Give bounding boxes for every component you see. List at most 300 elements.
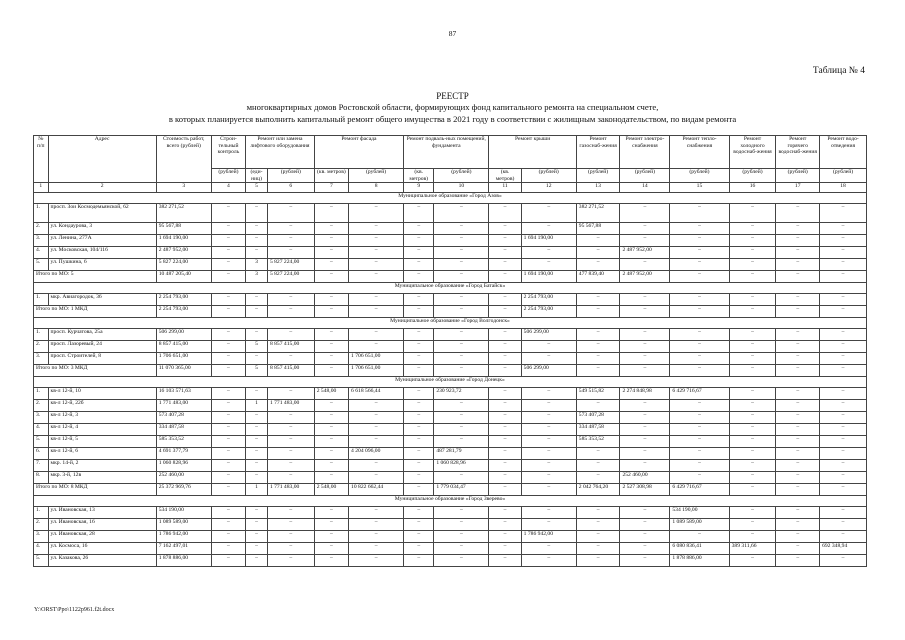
value-cell: –	[267, 472, 314, 484]
value-cell: –	[314, 400, 348, 412]
value-cell: –	[729, 424, 776, 436]
value-cell: 95 567,88	[156, 223, 211, 235]
table-row	[34, 507, 867, 519]
table-row	[34, 223, 867, 235]
row-number: 4.	[34, 247, 49, 259]
value-cell: –	[820, 472, 867, 484]
address-cell: ул. Кондаурова, 3	[48, 223, 156, 235]
column-number-cell: 15	[670, 183, 729, 193]
unit-cell: (рублей)	[434, 169, 489, 183]
value-cell: –	[521, 247, 576, 259]
value-cell: –	[246, 531, 268, 543]
address-cell: мкр. 3-й, 12в	[48, 472, 156, 484]
value-cell: –	[776, 223, 820, 235]
total-label: Итого по МО: 1 МКД	[34, 306, 157, 318]
value-cell: –	[521, 353, 576, 365]
total-label: Итого по МО: 8 МКД	[34, 484, 157, 496]
total-value-cell: 1 771 483,00	[267, 484, 314, 496]
total-value-cell: –	[489, 271, 521, 283]
value-cell: –	[521, 424, 576, 436]
value-cell: –	[521, 436, 576, 448]
value-cell: –	[489, 412, 521, 424]
value-cell: –	[404, 436, 434, 448]
value-cell: –	[404, 294, 434, 306]
row-number: 3.	[34, 235, 49, 247]
value-cell: –	[211, 507, 245, 519]
total-value-cell: 2 527 308,98	[620, 484, 670, 496]
column-number-cell: 17	[776, 183, 820, 193]
value-cell: –	[776, 329, 820, 341]
value-cell: –	[576, 341, 620, 353]
value-cell: –	[246, 424, 268, 436]
value-cell: 506 299,00	[521, 329, 576, 341]
table-row	[34, 204, 867, 223]
value-cell: –	[211, 555, 245, 567]
row-number: 8.	[34, 472, 49, 484]
value-cell: –	[620, 507, 670, 519]
address-cell: просп. Зои Космодемьянской, 62	[48, 204, 156, 223]
value-cell: –	[489, 259, 521, 271]
value-cell: –	[620, 555, 670, 567]
total-value-cell: 506 299,00	[521, 365, 576, 377]
value-cell: –	[267, 353, 314, 365]
total-value-cell: 1	[246, 484, 268, 496]
header-drain: Ремонт водо-отведения	[820, 136, 867, 169]
address-cell: просп. Курчатова, 25а	[48, 329, 156, 341]
total-value-cell: –	[820, 271, 867, 283]
total-value-cell: –	[729, 306, 776, 318]
value-cell: –	[670, 460, 729, 472]
value-cell: 4 204 096,00	[349, 448, 404, 460]
address-cell: просп. Лазоревый, 24	[48, 341, 156, 353]
value-cell: –	[576, 259, 620, 271]
value-cell: 5 827 224,00	[267, 259, 314, 271]
value-cell: 1 771 483,00	[267, 400, 314, 412]
value-cell: –	[620, 424, 670, 436]
total-value-cell: 2 254 793,00	[521, 306, 576, 318]
value-cell: –	[246, 519, 268, 531]
value-cell: –	[729, 341, 776, 353]
value-cell: –	[776, 543, 820, 555]
value-cell: –	[576, 294, 620, 306]
value-cell: –	[246, 507, 268, 519]
value-cell: –	[820, 235, 867, 247]
value-cell: –	[246, 294, 268, 306]
column-number-cell: 12	[521, 183, 576, 193]
value-cell: –	[820, 412, 867, 424]
address-cell: ул. Космоса, 16	[48, 543, 156, 555]
value-cell: –	[314, 247, 348, 259]
table-row	[34, 341, 867, 353]
document-subtitle-line1: многоквартирных домов Ростовской области, формирующих фонд капитального ремонта на специальном счете,	[246, 102, 659, 112]
total-value-cell: –	[434, 365, 489, 377]
value-cell: –	[404, 400, 434, 412]
value-cell: –	[434, 329, 489, 341]
value-cell: –	[620, 341, 670, 353]
total-value-cell: –	[211, 484, 245, 496]
address-cell: кв-л 12-й, 6	[48, 448, 156, 460]
value-cell: –	[314, 531, 348, 543]
total-value-cell: 5 827 224,00	[267, 271, 314, 283]
value-cell: –	[246, 353, 268, 365]
value-cell: –	[404, 543, 434, 555]
value-cell: –	[620, 448, 670, 460]
row-number: 1.	[34, 507, 49, 519]
value-cell: –	[820, 436, 867, 448]
value-cell: –	[820, 400, 867, 412]
value-cell: 534 190,00	[670, 507, 729, 519]
value-cell: –	[267, 507, 314, 519]
value-cell: –	[489, 448, 521, 460]
value-cell: –	[820, 531, 867, 543]
address-cell: ул. Ивановская, 13	[48, 507, 156, 519]
value-cell: –	[489, 294, 521, 306]
total-value-cell: –	[576, 365, 620, 377]
value-cell: –	[489, 353, 521, 365]
row-number: 2.	[34, 400, 49, 412]
value-cell: –	[349, 531, 404, 543]
table-row	[34, 329, 867, 341]
value-cell: –	[776, 388, 820, 400]
address-cell: ул. Ивановская, 28	[48, 531, 156, 543]
value-cell: –	[404, 341, 434, 353]
value-cell: –	[489, 543, 521, 555]
value-cell: –	[434, 353, 489, 365]
column-number-cell: 8	[349, 183, 404, 193]
value-cell: –	[776, 555, 820, 567]
value-cell: –	[404, 555, 434, 567]
value-cell: –	[776, 460, 820, 472]
total-value-cell: 2 548,00	[314, 484, 348, 496]
header-facade: Ремонт фасада	[314, 136, 403, 169]
value-cell: 2 487 952,00	[156, 247, 211, 259]
total-value-cell: –	[576, 306, 620, 318]
column-number-cell: 1	[34, 183, 49, 193]
value-cell: –	[820, 519, 867, 531]
value-cell: 5 827 224,00	[156, 259, 211, 271]
value-cell: –	[521, 341, 576, 353]
total-value-cell: –	[211, 365, 245, 377]
value-cell: –	[246, 472, 268, 484]
section-header-row	[34, 283, 867, 294]
unit-cell: (рублей)	[729, 169, 776, 183]
total-value-cell: 6 429 716,67	[670, 484, 729, 496]
value-cell: –	[404, 223, 434, 235]
total-value-cell: –	[670, 306, 729, 318]
total-value-cell: 11 070 365,00	[156, 365, 211, 377]
value-cell: 16 103 571,63	[156, 388, 211, 400]
value-cell: –	[729, 555, 776, 567]
row-number: 5.	[34, 259, 49, 271]
total-value-cell: 2 254 793,00	[156, 306, 211, 318]
value-cell: 252 460,00	[156, 472, 211, 484]
value-cell: –	[314, 460, 348, 472]
value-cell: –	[729, 531, 776, 543]
value-cell: –	[620, 531, 670, 543]
value-cell: –	[576, 519, 620, 531]
value-cell: –	[776, 204, 820, 223]
total-value-cell: –	[620, 365, 670, 377]
value-cell: –	[404, 388, 434, 400]
value-cell: –	[576, 555, 620, 567]
unit-cell: (рублей)	[820, 169, 867, 183]
value-cell: –	[434, 294, 489, 306]
table-row	[34, 531, 867, 543]
table-row	[34, 448, 867, 460]
value-cell: 1 706 651,00	[156, 353, 211, 365]
registry-table	[33, 135, 867, 567]
total-value-cell: –	[404, 306, 434, 318]
value-cell: –	[246, 204, 268, 223]
value-cell: 2 548,00	[314, 388, 348, 400]
total-value-cell: 3	[246, 271, 268, 283]
value-cell: –	[820, 204, 867, 223]
value-cell: –	[349, 436, 404, 448]
total-value-cell: –	[349, 271, 404, 283]
value-cell: –	[729, 448, 776, 460]
total-value-cell: 5	[246, 365, 268, 377]
total-value-cell: 477 839,40	[576, 271, 620, 283]
section-title: Муниципальное образование «Город Азов»	[34, 193, 867, 204]
value-cell: –	[314, 204, 348, 223]
value-cell: –	[576, 448, 620, 460]
value-cell: 2 274 848,98	[620, 388, 670, 400]
value-cell: 1 771 483,00	[156, 400, 211, 412]
value-cell: –	[434, 472, 489, 484]
value-cell: –	[576, 400, 620, 412]
section-header-row	[34, 496, 867, 507]
value-cell: –	[820, 341, 867, 353]
total-value-cell: 8 857 415,00	[267, 365, 314, 377]
value-cell: –	[489, 460, 521, 472]
value-cell: –	[349, 400, 404, 412]
total-value-cell: –	[729, 365, 776, 377]
value-cell: –	[820, 424, 867, 436]
value-cell: –	[776, 400, 820, 412]
value-cell: –	[521, 519, 576, 531]
value-cell: –	[349, 555, 404, 567]
address-cell: кв-л 12-й, 22б	[48, 400, 156, 412]
value-cell: –	[729, 223, 776, 235]
value-cell: –	[211, 235, 245, 247]
value-cell: –	[576, 353, 620, 365]
total-value-cell: –	[620, 306, 670, 318]
value-cell: –	[670, 448, 729, 460]
value-cell: –	[349, 412, 404, 424]
value-cell: 382 271,52	[156, 204, 211, 223]
value-cell: –	[434, 507, 489, 519]
total-value-cell: –	[349, 306, 404, 318]
total-value-cell: –	[404, 365, 434, 377]
value-cell: 2 254 793,00	[521, 294, 576, 306]
value-cell: –	[267, 436, 314, 448]
value-cell: 230 923,72	[434, 388, 489, 400]
value-cell: –	[521, 223, 576, 235]
value-cell: –	[670, 436, 729, 448]
address-cell: ул. Казакова, 26	[48, 555, 156, 567]
value-cell: –	[211, 353, 245, 365]
value-cell: –	[670, 353, 729, 365]
table-row	[34, 400, 867, 412]
value-cell: 8 857 415,00	[156, 341, 211, 353]
unit-cell: (рублей)	[349, 169, 404, 183]
value-cell: –	[521, 388, 576, 400]
value-cell: –	[314, 235, 348, 247]
value-cell: –	[211, 247, 245, 259]
value-cell: –	[434, 400, 489, 412]
value-cell: 1	[246, 400, 268, 412]
total-value-cell: –	[820, 484, 867, 496]
total-value-cell: –	[404, 484, 434, 496]
column-number-cell: 3	[156, 183, 211, 193]
value-cell: –	[404, 235, 434, 247]
value-cell: –	[404, 519, 434, 531]
unit-cell: (рублей)	[267, 169, 314, 183]
value-cell: –	[211, 400, 245, 412]
value-cell: –	[521, 259, 576, 271]
value-cell: –	[620, 353, 670, 365]
value-cell: –	[314, 329, 348, 341]
value-cell: –	[620, 223, 670, 235]
value-cell: –	[729, 353, 776, 365]
row-number: 2.	[34, 223, 49, 235]
value-cell: –	[434, 204, 489, 223]
value-cell: –	[489, 204, 521, 223]
value-cell: –	[404, 204, 434, 223]
row-number: 4.	[34, 543, 49, 555]
value-cell: –	[776, 412, 820, 424]
total-value-cell: –	[670, 271, 729, 283]
column-number-cell: 4	[211, 183, 245, 193]
value-cell: 2 254 793,00	[156, 294, 211, 306]
address-cell: ул. Пушкина, 6	[48, 259, 156, 271]
total-value-cell: –	[489, 365, 521, 377]
header-total: Стоимость работ, всего (рублей)	[156, 136, 211, 183]
value-cell: –	[267, 424, 314, 436]
value-cell: –	[729, 247, 776, 259]
value-cell: –	[211, 259, 245, 271]
table-row	[34, 519, 867, 531]
value-cell: –	[314, 543, 348, 555]
value-cell: –	[729, 294, 776, 306]
value-cell: –	[434, 223, 489, 235]
column-number-cell: 14	[620, 183, 670, 193]
value-cell: –	[349, 424, 404, 436]
value-cell: –	[489, 555, 521, 567]
value-cell: 389 311,66	[729, 543, 776, 555]
value-cell: –	[246, 223, 268, 235]
value-cell: –	[670, 531, 729, 543]
value-cell: –	[521, 507, 576, 519]
value-cell: –	[729, 507, 776, 519]
value-cell: 1 089 589,00	[156, 519, 211, 531]
value-cell: –	[670, 247, 729, 259]
total-value-cell: –	[434, 271, 489, 283]
value-cell: 95 567,88	[576, 223, 620, 235]
address-cell: ул. Ленина, 277А	[48, 235, 156, 247]
row-number: 2.	[34, 519, 49, 531]
header-power: Ремонт электро-снабжения	[620, 136, 670, 169]
total-value-cell: –	[211, 306, 245, 318]
column-number-row	[34, 183, 867, 193]
value-cell: –	[729, 400, 776, 412]
unit-cell: (рублей)	[670, 169, 729, 183]
row-number: 3.	[34, 412, 49, 424]
address-cell: кв-л 12-й, 5	[48, 436, 156, 448]
value-cell: –	[314, 507, 348, 519]
column-number-cell: 10	[434, 183, 489, 193]
value-cell: –	[776, 353, 820, 365]
table-row	[34, 472, 867, 484]
value-cell: –	[246, 436, 268, 448]
value-cell: –	[521, 412, 576, 424]
value-cell: –	[246, 247, 268, 259]
value-cell: –	[404, 460, 434, 472]
value-cell: –	[489, 472, 521, 484]
value-cell: –	[620, 519, 670, 531]
value-cell: –	[211, 294, 245, 306]
value-cell: –	[521, 204, 576, 223]
total-value-cell: 1 694 190,00	[521, 271, 576, 283]
value-cell: –	[670, 341, 729, 353]
value-cell: 534 190,00	[156, 507, 211, 519]
value-cell: –	[729, 329, 776, 341]
value-cell: –	[404, 507, 434, 519]
value-cell: –	[314, 436, 348, 448]
value-cell: –	[489, 235, 521, 247]
value-cell: 6 618 566,44	[349, 388, 404, 400]
value-cell: –	[211, 223, 245, 235]
column-number-cell: 2	[48, 183, 156, 193]
value-cell: –	[521, 460, 576, 472]
value-cell: –	[620, 329, 670, 341]
value-cell: –	[521, 472, 576, 484]
value-cell: –	[246, 448, 268, 460]
value-cell: –	[776, 531, 820, 543]
header-heat: Ремонт тепло-снабжения	[670, 136, 729, 169]
value-cell: –	[434, 412, 489, 424]
section-header-row	[34, 377, 867, 388]
column-number-cell: 18	[820, 183, 867, 193]
value-cell: –	[349, 247, 404, 259]
footer-file-path: Y:\ORST\Ppo\1122p961.f2t.docx	[34, 607, 115, 613]
total-value-cell: –	[489, 306, 521, 318]
value-cell: –	[521, 555, 576, 567]
total-value-cell: 10 822 662,44	[349, 484, 404, 496]
value-cell: –	[314, 448, 348, 460]
value-cell: –	[776, 247, 820, 259]
value-cell: –	[776, 436, 820, 448]
total-value-cell: 1 706 651,00	[349, 365, 404, 377]
total-value-cell: –	[820, 306, 867, 318]
total-value-cell: –	[670, 365, 729, 377]
value-cell: 1 060 828,96	[156, 460, 211, 472]
value-cell: –	[314, 555, 348, 567]
value-cell: –	[211, 329, 245, 341]
section-title: Муниципальное образование «Город Батайск»	[34, 283, 867, 294]
value-cell: –	[404, 531, 434, 543]
section-header-row	[34, 318, 867, 329]
address-cell: просп. Строителей, 8	[48, 353, 156, 365]
value-cell: –	[489, 388, 521, 400]
header-basement: Ремонт подваль-ных помещений, фундамента	[404, 136, 489, 169]
value-cell: –	[820, 448, 867, 460]
value-cell: –	[489, 436, 521, 448]
value-cell: –	[267, 329, 314, 341]
value-cell: –	[776, 259, 820, 271]
total-value-cell: –	[776, 306, 820, 318]
column-number-cell: 6	[267, 183, 314, 193]
